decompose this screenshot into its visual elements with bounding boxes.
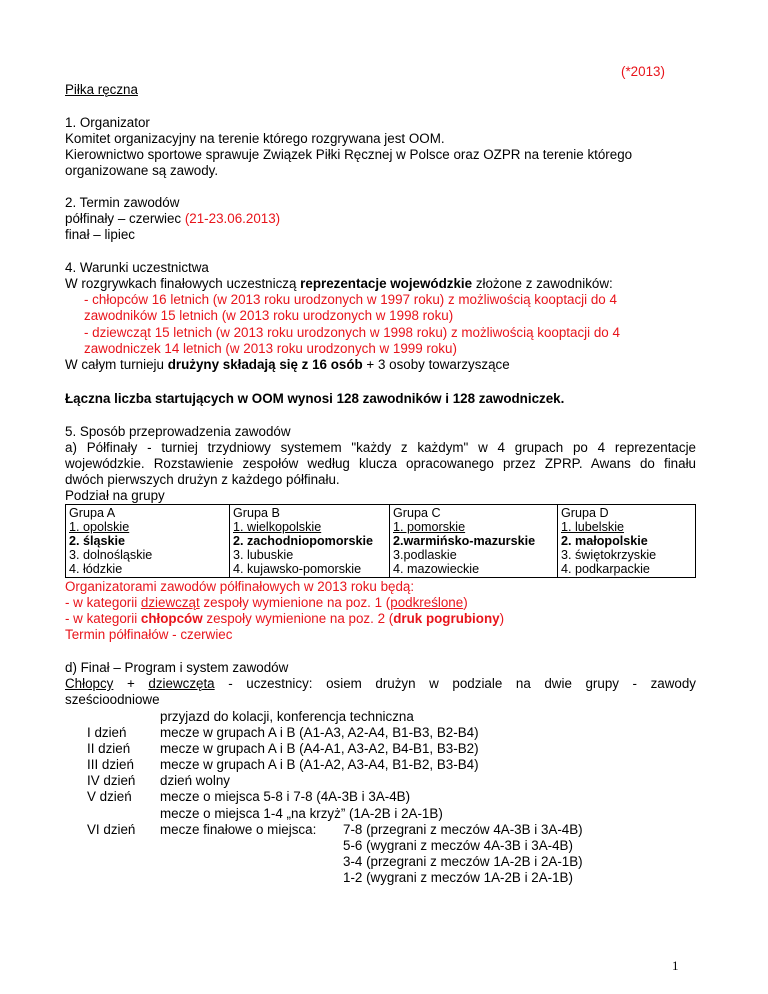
total-participants: Łączna liczba startujących w OOM wynosi 128 zawodników i 128 zawodniczek. bbox=[65, 391, 565, 406]
group-team: 4. podkarpackie bbox=[561, 562, 650, 576]
schedule-item: mecze w grupach A i B (A4-A1, A3-A2, B4-B1, B3-B2) bbox=[160, 741, 479, 756]
document-title: Piłka ręczna bbox=[65, 82, 138, 97]
finals-match: 3-4 (przegrani z meczów 1A-2B i 2A-1B) bbox=[343, 854, 583, 869]
section-4-heading: 4. Warunki uczestnictwa bbox=[65, 260, 209, 275]
group-name: Grupa D bbox=[561, 506, 609, 520]
section-1-line: organizowane są zawody. bbox=[65, 163, 219, 178]
semi-final-term: półfinały – czerwiec (21-23.06.2013) bbox=[65, 211, 281, 226]
group-name: Grupa B bbox=[233, 506, 280, 520]
group-team: 1. lubelskie bbox=[561, 520, 625, 534]
group-team: 1. opolskie bbox=[69, 520, 130, 534]
group-team: 4. łódzkie bbox=[69, 562, 123, 576]
group-team: 3. dolnośląskie bbox=[69, 548, 153, 562]
page-number: 1 bbox=[672, 958, 679, 973]
group-team: 3.podlaskie bbox=[393, 548, 457, 562]
finals-label: mecze finałowe o miejsca: bbox=[160, 822, 317, 837]
organizers-boys: - w kategorii chłopców zespoły wymienione na poz. 2 (druk pogrubiony) bbox=[65, 611, 505, 626]
final-heading: d) Finał – Program i system zawodów bbox=[65, 660, 289, 675]
group-c-cell bbox=[390, 505, 558, 578]
schedule-item: mecze w grupach A i B (A1-A2, A3-A4, B1-B2, B3-B4) bbox=[160, 757, 479, 772]
semi-final-term-note: Termin półfinałów - czerwiec bbox=[65, 627, 233, 642]
participation-intro: W rozgrywkach finałowych uczestniczą reprezentacje wojewódzkie złożone z zawodników: bbox=[65, 276, 613, 291]
final-participants: Chłopcy + dziewczęta - uczestnicy: osiem drużyn w podziale na dwie grupy - zawody bbox=[65, 676, 697, 691]
eligibility-girls: - dziewcząt 15 letnich (w 2013 roku urodzonych w 1998 roku) z możliwością kooptacji do 4 bbox=[84, 325, 620, 340]
group-d-cell bbox=[558, 505, 696, 578]
schedule-day: IV dzień bbox=[87, 773, 136, 788]
section-5-text: a) Półfinały - turniej trzydniowy systemem "każdy z każdym" w 4 grupach po 4 reprezentacje bbox=[65, 440, 696, 455]
schedule-day: VI dzień bbox=[87, 822, 136, 837]
year-tag: (*2013) bbox=[621, 64, 665, 79]
finals-match: 5-6 (wygrani z meczów 4A-3B i 3A-4B) bbox=[343, 838, 573, 853]
group-team: 4. mazowieckie bbox=[393, 562, 480, 576]
group-team: 2. śląskie bbox=[69, 534, 126, 548]
eligibility-girls-cont: zawodniczek 14 letnich (w 2013 roku urodzonych w 1999 roku) bbox=[84, 341, 457, 356]
group-team: 1. pomorskie bbox=[393, 520, 466, 534]
group-name: Grupa A bbox=[69, 506, 116, 520]
section-5-heading: 5. Sposób przeprowadzenia zawodów bbox=[65, 424, 291, 439]
team-composition: W całym turnieju drużyny składają się z 16 osób + 3 osoby towarzyszące bbox=[65, 357, 510, 372]
eligibility-boys: - chłopców 16 letnich (w 2013 roku urodzonych w 1997 roku) z możliwością kooptacji do 4 bbox=[84, 292, 617, 307]
group-team: 2. zachodniopomorskie bbox=[233, 534, 373, 548]
group-team: 2.warmińsko-mazurskie bbox=[393, 534, 536, 548]
group-team: 1. wielkopolskie bbox=[233, 520, 322, 534]
group-team: 4. kujawsko-pomorskie bbox=[233, 562, 362, 576]
section-1-heading: 1. Organizator bbox=[65, 115, 150, 130]
finals-match: 1-2 (wygrani z meczów 1A-2B i 2A-1B) bbox=[343, 870, 573, 885]
schedule-item: dzień wolny bbox=[160, 773, 230, 788]
section-2-heading: 2. Termin zawodów bbox=[65, 195, 180, 210]
section-5-text: wojewódzkie. Rozstawienie zespołów według klucza opracowanego przez ZPRP. Awans do finału bbox=[65, 456, 696, 471]
schedule-item: mecze w grupach A i B (A1-A3, A2-A4, B1-B3, B2-B4) bbox=[160, 725, 479, 740]
organizers-girls: - w kategorii dziewcząt zespoły wymienione na poz. 1 (podkreślone) bbox=[65, 595, 468, 610]
section-1-line: Kierownictwo sportowe sprawuje Związek Piłki Ręcznej w Polsce oraz OZPR na terenie którego bbox=[65, 147, 633, 162]
group-a-cell bbox=[66, 505, 230, 578]
groups-table bbox=[65, 504, 696, 578]
schedule-item: mecze o miejsca 1-4 „na krzyż” (1A-2B i 2A-1B) bbox=[160, 806, 443, 821]
final-term: finał – lipiec bbox=[65, 227, 135, 242]
schedule-item: przyjazd do kolacji, konferencja techniczna bbox=[160, 709, 414, 724]
schedule-day: I dzień bbox=[87, 725, 127, 740]
group-name: Grupa C bbox=[393, 506, 441, 520]
group-team: 3. lubuskie bbox=[233, 548, 294, 562]
eligibility-boys-cont: zawodników 15 letnich (w 2013 roku urodzonych w 1998 roku) bbox=[84, 308, 454, 323]
group-team: 3. świętokrzyskie bbox=[561, 548, 657, 562]
schedule-item: mecze o miejsca 5-8 i 7-8 (4A-3B i 3A-4B) bbox=[160, 789, 411, 804]
group-team: 2. małopolskie bbox=[561, 534, 648, 548]
schedule-day: V dzień bbox=[87, 789, 132, 804]
section-5-text: dwóch pierwszych drużyn z każdego półfinału. bbox=[65, 472, 340, 487]
final-participants-cont: sześcioodniowe bbox=[65, 692, 160, 707]
finals-match: 7-8 (przegrani z meczów 4A-3B i 3A-4B) bbox=[343, 822, 583, 837]
schedule-day: III dzień bbox=[87, 757, 134, 772]
group-b-cell bbox=[230, 505, 390, 578]
organizers-heading: Organizatorami zawodów półfinałowych w 2013 roku będą: bbox=[65, 579, 415, 594]
group-split-label: Podział na grupy bbox=[65, 488, 165, 503]
section-1-line: Komitet organizacyjny na terenie którego rozgrywana jest OOM. bbox=[65, 131, 445, 146]
semi-final-date: (21-23.06.2013) bbox=[184, 211, 281, 226]
schedule-day: II dzień bbox=[87, 741, 131, 756]
